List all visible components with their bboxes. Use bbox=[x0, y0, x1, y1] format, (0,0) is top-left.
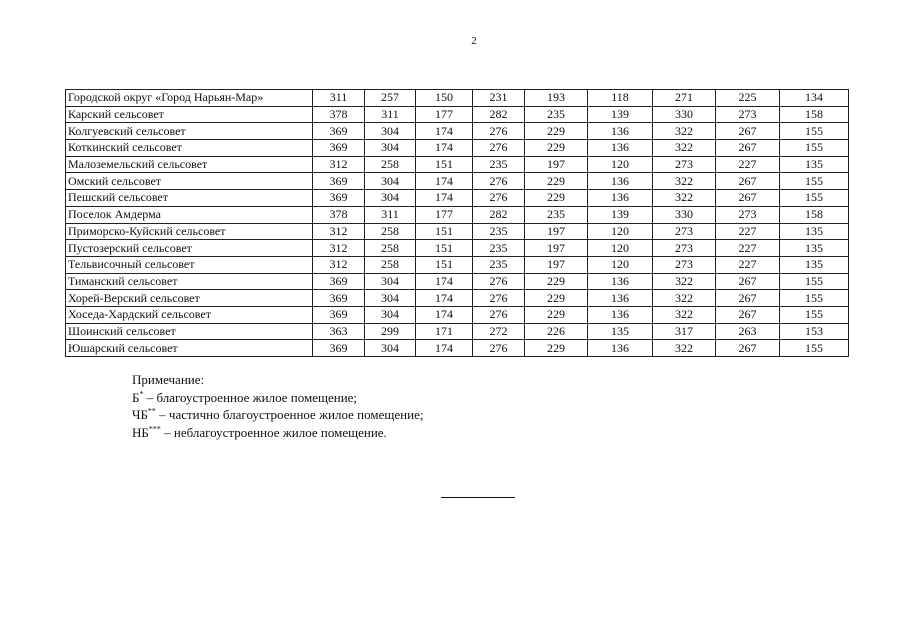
value-cell: 322 bbox=[653, 173, 716, 190]
value-cell: 155 bbox=[780, 190, 849, 207]
value-cell: 322 bbox=[653, 306, 716, 323]
note-description: – благоустроенное жилое помещение; bbox=[143, 389, 358, 405]
value-cell: 136 bbox=[588, 123, 653, 140]
value-cell: 267 bbox=[716, 340, 780, 357]
value-cell: 267 bbox=[716, 173, 780, 190]
value-cell: 317 bbox=[653, 323, 716, 340]
value-cell: 197 bbox=[525, 256, 588, 273]
value-cell: 272 bbox=[473, 323, 525, 340]
value-cell: 226 bbox=[525, 323, 588, 340]
municipality-name-cell: Омский сельсовет bbox=[66, 173, 313, 190]
value-cell: 304 bbox=[365, 140, 416, 157]
table-row bbox=[66, 273, 849, 290]
value-cell: 120 bbox=[588, 256, 653, 273]
end-divider-line bbox=[441, 497, 515, 498]
value-cell: 312 bbox=[313, 156, 365, 173]
value-cell: 177 bbox=[416, 206, 473, 223]
value-cell: 304 bbox=[365, 173, 416, 190]
value-cell: 304 bbox=[365, 290, 416, 307]
value-cell: 193 bbox=[525, 90, 588, 107]
table-row bbox=[66, 190, 849, 207]
value-cell: 174 bbox=[416, 273, 473, 290]
value-cell: 267 bbox=[716, 273, 780, 290]
value-cell: 155 bbox=[780, 306, 849, 323]
value-cell: 155 bbox=[780, 140, 849, 157]
municipality-name-cell: Пустозерский сельсовет bbox=[66, 240, 313, 257]
value-cell: 135 bbox=[780, 156, 849, 173]
value-cell: 304 bbox=[365, 273, 416, 290]
municipality-name-cell: Малоземельский сельсовет bbox=[66, 156, 313, 173]
value-cell: 235 bbox=[473, 223, 525, 240]
value-cell: 330 bbox=[653, 106, 716, 123]
note-abbreviation: НБ bbox=[132, 424, 149, 440]
value-cell: 304 bbox=[365, 340, 416, 357]
value-cell: 276 bbox=[473, 306, 525, 323]
notes-title: Примечание: bbox=[132, 372, 205, 387]
value-cell: 276 bbox=[473, 140, 525, 157]
value-cell: 322 bbox=[653, 290, 716, 307]
value-cell: 135 bbox=[588, 323, 653, 340]
value-cell: 135 bbox=[780, 240, 849, 257]
value-cell: 282 bbox=[473, 206, 525, 223]
value-cell: 369 bbox=[313, 123, 365, 140]
value-cell: 174 bbox=[416, 173, 473, 190]
value-cell: 267 bbox=[716, 290, 780, 307]
value-cell: 134 bbox=[780, 90, 849, 107]
municipality-name-cell: Юшарский сельсовет bbox=[66, 340, 313, 357]
value-cell: 151 bbox=[416, 156, 473, 173]
note-line bbox=[132, 389, 423, 407]
table-row bbox=[66, 140, 849, 157]
value-cell: 369 bbox=[313, 306, 365, 323]
value-cell: 273 bbox=[653, 156, 716, 173]
municipality-name-cell: Городской округ «Город Нарьян-Мар» bbox=[66, 90, 313, 107]
value-cell: 229 bbox=[525, 290, 588, 307]
table-row bbox=[66, 173, 849, 190]
value-cell: 276 bbox=[473, 190, 525, 207]
table-row bbox=[66, 323, 849, 340]
value-cell: 258 bbox=[365, 156, 416, 173]
value-cell: 258 bbox=[365, 240, 416, 257]
value-cell: 282 bbox=[473, 106, 525, 123]
value-cell: 155 bbox=[780, 290, 849, 307]
value-cell: 235 bbox=[473, 156, 525, 173]
value-cell: 229 bbox=[525, 140, 588, 157]
page-number: 2 bbox=[471, 35, 477, 47]
table-row bbox=[66, 123, 849, 140]
value-cell: 229 bbox=[525, 173, 588, 190]
table-row bbox=[66, 156, 849, 173]
value-cell: 120 bbox=[588, 156, 653, 173]
municipality-name-cell: Пешский сельсовет bbox=[66, 190, 313, 207]
municipality-name-cell: Хоседа-Хардский сельсовет bbox=[66, 306, 313, 323]
value-cell: 135 bbox=[780, 256, 849, 273]
table-row bbox=[66, 290, 849, 307]
value-cell: 229 bbox=[525, 273, 588, 290]
value-cell: 197 bbox=[525, 156, 588, 173]
value-cell: 258 bbox=[365, 223, 416, 240]
value-cell: 136 bbox=[588, 173, 653, 190]
value-cell: 227 bbox=[716, 156, 780, 173]
value-cell: 312 bbox=[313, 223, 365, 240]
value-cell: 197 bbox=[525, 223, 588, 240]
municipality-name-cell: Тиманский сельсовет bbox=[66, 273, 313, 290]
value-cell: 363 bbox=[313, 323, 365, 340]
notes-list bbox=[132, 389, 423, 442]
value-cell: 136 bbox=[588, 306, 653, 323]
value-cell: 378 bbox=[313, 206, 365, 223]
value-cell: 267 bbox=[716, 306, 780, 323]
value-cell: 369 bbox=[313, 290, 365, 307]
value-cell: 171 bbox=[416, 323, 473, 340]
municipality-name-cell: Коткинский сельсовет bbox=[66, 140, 313, 157]
value-cell: 227 bbox=[716, 240, 780, 257]
value-cell: 136 bbox=[588, 340, 653, 357]
note-description: – неблагоустроенное жилое помещение. bbox=[160, 424, 387, 440]
value-cell: 174 bbox=[416, 190, 473, 207]
value-cell: 304 bbox=[365, 190, 416, 207]
value-cell: 369 bbox=[313, 190, 365, 207]
value-cell: 158 bbox=[780, 106, 849, 123]
value-cell: 136 bbox=[588, 190, 653, 207]
value-cell: 304 bbox=[365, 123, 416, 140]
value-cell: 235 bbox=[473, 240, 525, 257]
value-cell: 267 bbox=[716, 123, 780, 140]
value-cell: 225 bbox=[716, 90, 780, 107]
value-cell: 267 bbox=[716, 190, 780, 207]
value-cell: 304 bbox=[365, 306, 416, 323]
value-cell: 158 bbox=[780, 206, 849, 223]
value-cell: 174 bbox=[416, 140, 473, 157]
value-cell: 322 bbox=[653, 340, 716, 357]
value-cell: 174 bbox=[416, 123, 473, 140]
value-cell: 135 bbox=[780, 223, 849, 240]
table-row bbox=[66, 256, 849, 273]
value-cell: 151 bbox=[416, 240, 473, 257]
value-cell: 229 bbox=[525, 190, 588, 207]
municipality-name-cell: Тельвисочный сельсовет bbox=[66, 256, 313, 273]
note-line bbox=[132, 406, 423, 424]
value-cell: 174 bbox=[416, 290, 473, 307]
value-cell: 120 bbox=[588, 240, 653, 257]
value-cell: 263 bbox=[716, 323, 780, 340]
value-cell: 273 bbox=[716, 106, 780, 123]
value-cell: 151 bbox=[416, 256, 473, 273]
value-cell: 369 bbox=[313, 140, 365, 157]
value-cell: 150 bbox=[416, 90, 473, 107]
value-cell: 139 bbox=[588, 106, 653, 123]
value-cell: 322 bbox=[653, 123, 716, 140]
table-row bbox=[66, 106, 849, 123]
value-cell: 273 bbox=[653, 240, 716, 257]
value-cell: 311 bbox=[313, 90, 365, 107]
value-cell: 174 bbox=[416, 306, 473, 323]
tariff-table bbox=[65, 89, 849, 357]
note-abbreviation: ЧБ bbox=[132, 407, 148, 422]
value-cell: 136 bbox=[588, 273, 653, 290]
value-cell: 299 bbox=[365, 323, 416, 340]
municipality-name-cell: Поселок Амдерма bbox=[66, 206, 313, 223]
note-line bbox=[132, 424, 423, 442]
municipality-name-cell: Карский сельсовет bbox=[66, 106, 313, 123]
value-cell: 330 bbox=[653, 206, 716, 223]
value-cell: 276 bbox=[473, 273, 525, 290]
value-cell: 273 bbox=[653, 223, 716, 240]
value-cell: 229 bbox=[525, 306, 588, 323]
note-description: – частично благоустроенное жилое помещение; bbox=[155, 407, 424, 422]
value-cell: 155 bbox=[780, 123, 849, 140]
value-cell: 139 bbox=[588, 206, 653, 223]
value-cell: 276 bbox=[473, 340, 525, 357]
value-cell: 312 bbox=[313, 256, 365, 273]
notes-block bbox=[132, 371, 423, 441]
value-cell: 258 bbox=[365, 256, 416, 273]
value-cell: 231 bbox=[473, 90, 525, 107]
value-cell: 267 bbox=[716, 140, 780, 157]
value-cell: 120 bbox=[588, 223, 653, 240]
table-row bbox=[66, 206, 849, 223]
note-footnote-mark: * bbox=[139, 389, 144, 399]
table-row bbox=[66, 306, 849, 323]
value-cell: 155 bbox=[780, 340, 849, 357]
value-cell: 276 bbox=[473, 290, 525, 307]
note-abbreviation: Б bbox=[132, 389, 140, 405]
table-row bbox=[66, 340, 849, 357]
value-cell: 369 bbox=[313, 173, 365, 190]
value-cell: 235 bbox=[525, 106, 588, 123]
municipality-name-cell: Колгуевский сельсовет bbox=[66, 123, 313, 140]
value-cell: 257 bbox=[365, 90, 416, 107]
value-cell: 322 bbox=[653, 140, 716, 157]
value-cell: 227 bbox=[716, 223, 780, 240]
table-row bbox=[66, 223, 849, 240]
value-cell: 276 bbox=[473, 173, 525, 190]
value-cell: 197 bbox=[525, 240, 588, 257]
value-cell: 312 bbox=[313, 240, 365, 257]
value-cell: 378 bbox=[313, 106, 365, 123]
value-cell: 322 bbox=[653, 190, 716, 207]
table-row bbox=[66, 90, 849, 107]
value-cell: 227 bbox=[716, 256, 780, 273]
value-cell: 174 bbox=[416, 340, 473, 357]
municipality-name-cell: Приморско-Куйский сельсовет bbox=[66, 223, 313, 240]
value-cell: 311 bbox=[365, 106, 416, 123]
value-cell: 276 bbox=[473, 123, 525, 140]
value-cell: 311 bbox=[365, 206, 416, 223]
value-cell: 235 bbox=[473, 256, 525, 273]
value-cell: 322 bbox=[653, 273, 716, 290]
table-body bbox=[66, 90, 849, 357]
note-footnote-mark: ** bbox=[147, 406, 156, 416]
value-cell: 271 bbox=[653, 90, 716, 107]
value-cell: 155 bbox=[780, 273, 849, 290]
value-cell: 177 bbox=[416, 106, 473, 123]
note-footnote-mark: *** bbox=[148, 424, 161, 434]
value-cell: 369 bbox=[313, 340, 365, 357]
value-cell: 155 bbox=[780, 173, 849, 190]
value-cell: 235 bbox=[525, 206, 588, 223]
value-cell: 153 bbox=[780, 323, 849, 340]
value-cell: 136 bbox=[588, 140, 653, 157]
municipality-name-cell: Хорей-Верский сельсовет bbox=[66, 290, 313, 307]
value-cell: 118 bbox=[588, 90, 653, 107]
table-row bbox=[66, 240, 849, 257]
value-cell: 151 bbox=[416, 223, 473, 240]
value-cell: 229 bbox=[525, 340, 588, 357]
municipality-name-cell: Шоинский сельсовет bbox=[66, 323, 313, 340]
value-cell: 273 bbox=[716, 206, 780, 223]
value-cell: 136 bbox=[588, 290, 653, 307]
value-cell: 229 bbox=[525, 123, 588, 140]
value-cell: 273 bbox=[653, 256, 716, 273]
value-cell: 369 bbox=[313, 273, 365, 290]
